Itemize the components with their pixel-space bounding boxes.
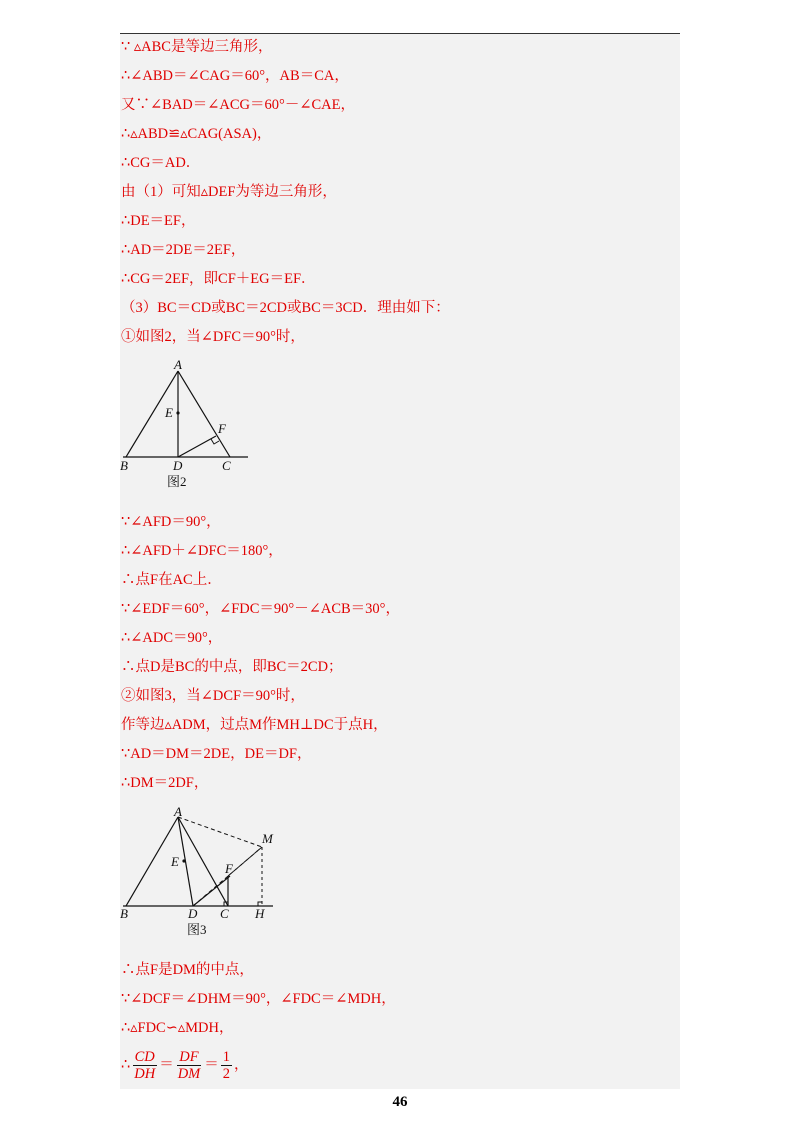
figure-3	[118, 803, 288, 943]
equals-2: ＝	[204, 1057, 219, 1073]
fig2-label-f: F	[218, 421, 226, 436]
fig3-label-h: H	[255, 906, 265, 921]
line-21: ∴DM＝2DF，	[121, 775, 209, 791]
fig3-caption: 图3	[187, 922, 207, 937]
page-number: 46	[392, 1094, 408, 1110]
line-20: ∵AD＝DM＝2DE，DE＝DF，	[121, 746, 312, 762]
line-15: ∵∠EDF＝60°，∠FDC＝90°－∠ACB＝30°，	[121, 601, 400, 617]
line-24: ∴▵FDC∽▵MDH，	[121, 1020, 234, 1036]
line-22: ∴点F是DM的中点，	[121, 962, 254, 978]
fig2-label-b: B	[120, 458, 128, 473]
line-25-fraction	[121, 1048, 249, 1082]
fig3-label-a: A	[174, 804, 182, 819]
fraction-one-half	[221, 1049, 232, 1082]
line-14: ∴点F在AC上．	[121, 572, 222, 588]
fig3-label-b: B	[120, 906, 128, 921]
line-3: 又∵∠BAD＝∠ACG＝60°－∠CAE，	[121, 97, 355, 113]
fraction-suffix: ，	[234, 1057, 249, 1073]
line-5: ∴CG＝AD．	[121, 155, 201, 171]
fraction-2-denominator: DM	[177, 1065, 201, 1082]
line-2: ∴∠ABD＝∠CAG＝60°，AB＝CA，	[121, 68, 349, 84]
fraction-1-denominator: DH	[134, 1065, 156, 1082]
line-4: ∴▵ABD≌▵CAG(ASA)，	[121, 126, 272, 142]
line-11: ①如图2，当∠DFC＝90°时，	[121, 329, 305, 345]
fraction-3-numerator: 1	[222, 1048, 230, 1065]
figure-2	[118, 356, 258, 491]
line-23: ∵∠DCF＝∠DHM＝90°，∠FDC＝∠MDH，	[121, 991, 396, 1007]
line-19: 作等边▵ADM，过点M作MH⊥DC于点H，	[121, 717, 388, 733]
fig3-label-f: F	[225, 861, 233, 876]
line-18: ②如图3，当∠DCF＝90°时，	[121, 688, 305, 704]
fig2-label-c: C	[222, 458, 231, 473]
fig3-label-d: D	[188, 906, 198, 921]
fraction-2-numerator: DF	[179, 1048, 199, 1065]
line-1: ∵ ▵ABC是等边三角形，	[121, 39, 273, 55]
fig3-label-m: M	[262, 831, 273, 846]
equals-1: ＝	[159, 1057, 174, 1073]
fig3-label-c: C	[220, 906, 229, 921]
line-6: 由（1）可知▵DEF为等边三角形，	[121, 184, 337, 200]
line-8: ∴AD＝2DE＝2EF，	[121, 242, 246, 258]
line-10: （3）BC＝CD或BC＝2CD或BC＝3CD．理由如下：	[121, 300, 450, 316]
line-17: ∴点D是BC的中点，即BC＝2CD；	[121, 659, 343, 675]
fraction-df-dm	[176, 1049, 203, 1082]
fig2-label-a: A	[174, 357, 182, 372]
fraction-1-numerator: CD	[134, 1048, 155, 1065]
line-16: ∴∠ADC＝90°，	[121, 630, 223, 646]
fig2-label-e: E	[165, 405, 173, 420]
fig2-label-d: D	[173, 458, 183, 473]
fraction-3-denominator: 2	[222, 1065, 230, 1082]
line-13: ∴∠AFD＋∠DFC＝180°，	[121, 543, 283, 559]
fraction-prefix: ∴	[121, 1057, 131, 1073]
fig3-label-e: E	[171, 854, 179, 869]
line-12: ∵∠AFD＝90°，	[121, 514, 221, 530]
fig2-caption: 图2	[167, 474, 187, 489]
line-9: ∴CG＝2EF，即CF＋EG＝EF．	[121, 271, 316, 287]
fraction-cd-dh	[132, 1049, 157, 1082]
line-7: ∴DE＝EF，	[121, 213, 196, 229]
